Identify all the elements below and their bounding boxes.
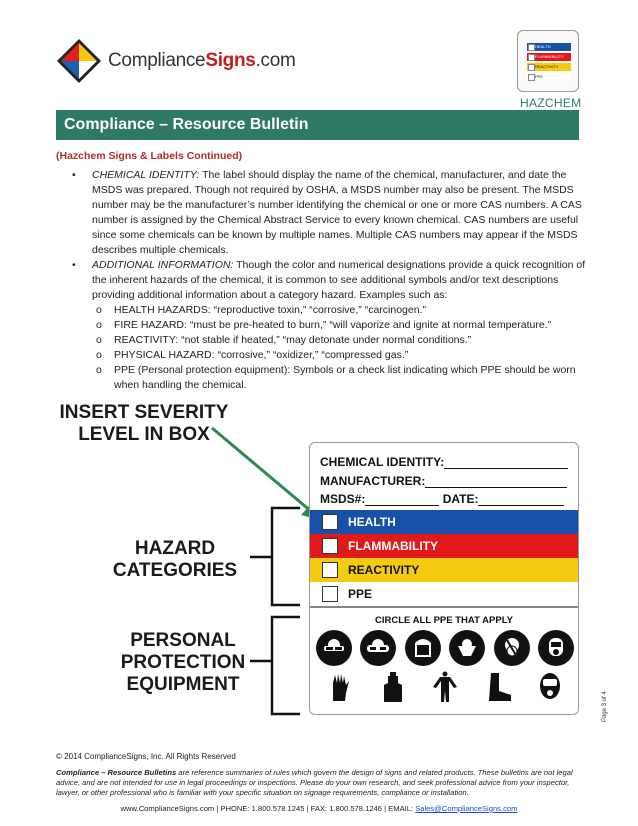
divider — [310, 606, 578, 608]
face-shield-icon — [405, 630, 441, 666]
bullet-lead: CHEMICAL IDENTITY: — [92, 169, 200, 181]
severity-arrow — [212, 428, 312, 512]
thumb-row-flammability: FLAMMABILITY — [527, 53, 571, 61]
full-mask-icon — [532, 669, 568, 705]
bar-reactivity: REACTIVITY — [310, 558, 578, 582]
apron-icon — [375, 669, 411, 705]
sub-bullet-icon: o — [96, 319, 102, 331]
respirator-icon — [494, 630, 530, 666]
ppe-icon-row — [316, 630, 574, 666]
hazard-label-line: HAZARD — [134, 538, 216, 559]
severity-box[interactable] — [322, 514, 338, 530]
disclaimer-text: are reference summaries of rules which govern the design of signs and related products. These bulletins are not legal advice, and are not intended for use in legal proceedings or inspections. Please do your own research, and seek professional advice from your inspector, lawyer, or other professional who is familiar with your specific situation on signage requirements, compliance or installation. — [56, 768, 573, 797]
circle-ppe-instruction: CIRCLE ALL PPE THAT APPLY — [375, 615, 513, 626]
sub-bullet-icon: o — [96, 364, 102, 376]
contact-text: www.ComplianceSigns.com | PHONE: 1.800.578.1245 | FAX: 1.800.578.1246 | EMAIL: — [120, 804, 416, 813]
ppe-label-line: EQUIPMENT — [126, 674, 240, 695]
logo-wordmark: ComplianceSigns.com — [108, 50, 296, 71]
hazchem-sign-sample — [309, 442, 579, 715]
coverall-icon — [427, 669, 463, 705]
hazard-label-line: CATEGORIES — [112, 560, 238, 581]
copyright: © 2014 ComplianceSigns, Inc. All Rights Reserved — [56, 752, 236, 761]
ppe-label-line: PERSONAL — [130, 630, 236, 651]
sub-bullet-icon: o — [96, 304, 102, 316]
severity-box[interactable] — [322, 538, 338, 554]
dust-mask-icon — [449, 630, 485, 666]
thumb-row-health: HEALTH — [527, 43, 571, 51]
full-face-respirator-icon — [538, 630, 574, 666]
bullet-text: The label should display the name of the chemical, manufacturer, and date the MSDS was prepared. Though not required by OSHA, a MSDS number may also be present. The MSDS number may be the manufacturer’s number identifying the chemical or one or more CAS numbers. A CAS number is assigned by the Chemical Abstract Service to every known chemical. CAS numbers are useful since some chemicals can be known by multiple names. Multiple CAS numbers may appear if the MSDS describes multiple chemicals. — [92, 169, 582, 256]
goggles-icon — [360, 630, 396, 666]
bar-ppe: PPE — [310, 582, 578, 606]
severity-box[interactable] — [322, 562, 338, 578]
ppe-icon-row — [316, 669, 574, 705]
field-manufacturer: MANUFACTURER: — [320, 474, 567, 488]
bar-health: HEALTH — [310, 510, 578, 534]
insert-label-line: LEVEL IN BOX — [78, 424, 210, 445]
sub-item-text: HEALTH HAZARDS: “reproductive toxin,” “corrosive,” “carcinogen.” — [114, 304, 426, 316]
bullet-dot-icon: • — [72, 259, 76, 271]
hazchem-caption: HAZCHEM — [520, 96, 582, 110]
disclaimer — [56, 768, 586, 798]
field-chemical-identity: CHEMICAL IDENTITY: — [320, 455, 568, 469]
bullet-text: Though the color and numerical designations provide a quick recognition of the inherent hazards of the chemical, it is common to see additional symbols and/or text descriptions providing additional information about a category hazard. Examples such as: — [92, 259, 586, 301]
insert-label-line: INSERT SEVERITY — [59, 402, 229, 423]
safety-glasses-icon — [316, 630, 352, 666]
bar-flammability: FLAMMABILITY — [310, 534, 578, 558]
bullet-dot-icon: • — [72, 169, 76, 181]
sub-item-text: REACTIVITY: “not stable if heated,” “may detonate under normal conditions.” — [114, 334, 472, 346]
thumb-row-ppe: PPE — [527, 73, 571, 81]
ppe-bracket — [272, 617, 300, 714]
section-subhead: (Hazchem Signs & Labels Continued) — [56, 150, 243, 162]
hazard-bracket — [272, 508, 300, 605]
contact-line — [0, 804, 638, 813]
sub-item-text: FIRE HAZARD: “must be pre-heated to burn,” “will vaporize and ignite at normal temperature.” — [114, 319, 552, 331]
sub-bullet-icon: o — [96, 334, 102, 346]
boots-icon — [480, 669, 516, 705]
bullet-lead: ADDITIONAL INFORMATION: — [92, 259, 234, 271]
field-msds-date: MSDS#: DATE: — [320, 492, 564, 506]
sub-bullet-icon: o — [96, 349, 102, 361]
sub-item-text: PHYSICAL HAZARD: “corrosive,” “oxidizer,” “compressed gas.” — [114, 349, 409, 361]
disclaimer-lead: Compliance – Resource Bulletins — [56, 768, 177, 777]
email-link[interactable]: Sales@ComplianceSigns.com — [415, 804, 518, 813]
severity-box[interactable] — [322, 586, 338, 602]
bulletin-banner: Compliance – Resource Bulletin — [56, 110, 579, 140]
thumb-row-reactivity: REACTIVITY — [527, 63, 571, 71]
ppe-label-line: PROTECTION — [120, 652, 246, 673]
gloves-icon — [322, 669, 358, 705]
page-indicator: Page 3 of 4 — [602, 691, 608, 722]
sub-item-text: PPE (Personal protection equipment): Symbols or a check list indicating which PPE should be worn when handling the chemical. — [114, 364, 576, 391]
